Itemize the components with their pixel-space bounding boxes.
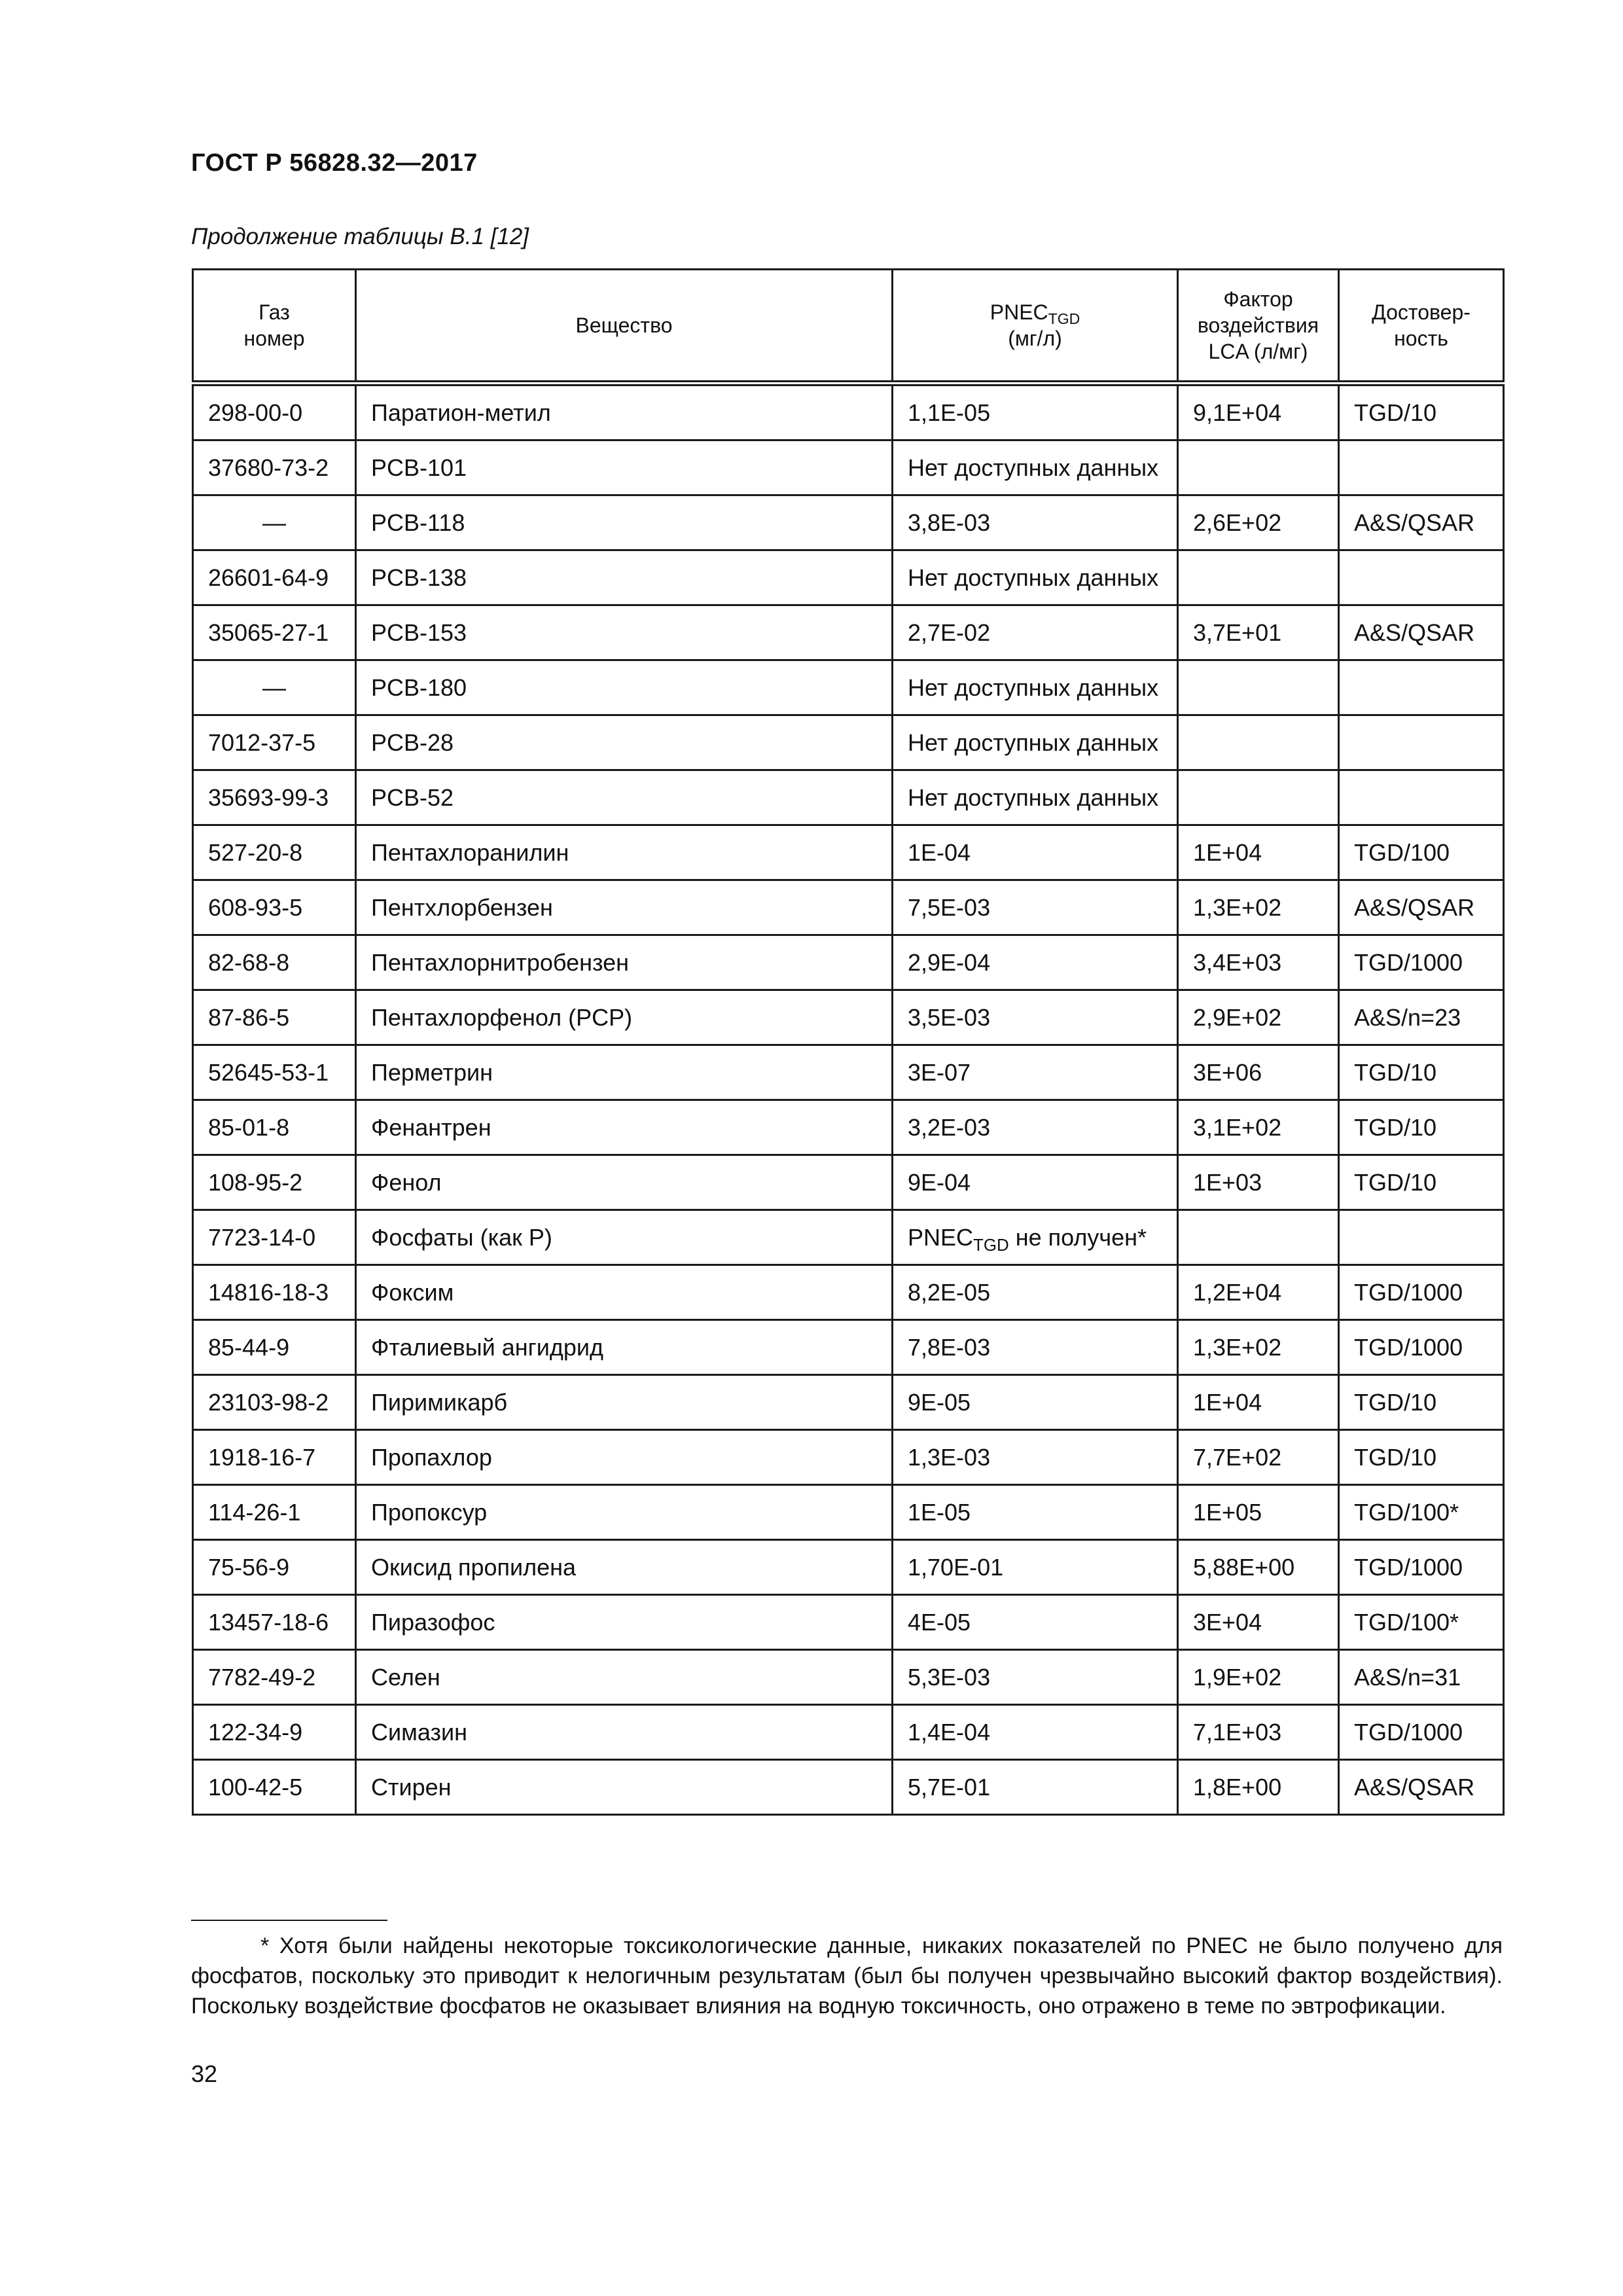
cell-pnec: Нет доступных данных (893, 770, 1178, 825)
cell-reliability (1339, 660, 1504, 715)
cell-pnec: 3E-07 (893, 1045, 1178, 1100)
footnote-divider (191, 1920, 387, 1921)
header-cas-line2: номер (243, 327, 305, 350)
table-row (193, 1430, 1504, 1485)
cell-substance: PCB-101 (356, 440, 893, 495)
cell-impact-factor: 7,1E+03 (1178, 1705, 1339, 1760)
table-row (193, 440, 1504, 495)
cell-impact-factor (1178, 660, 1339, 715)
cell-impact-factor: 1,9E+02 (1178, 1650, 1339, 1705)
cell-pnec: 1,3E-03 (893, 1430, 1178, 1485)
cell-substance: Пентхлорбензен (356, 880, 893, 935)
cell-cas-number: 85-01-8 (193, 1100, 356, 1155)
cell-cas-number: 87-86-5 (193, 990, 356, 1045)
pnec-note: не получен* (1008, 1223, 1147, 1251)
cell-substance: Пиримикарб (356, 1375, 893, 1430)
cell-cas-number: 108-95-2 (193, 1155, 356, 1210)
cell-substance: Паратион-метил (356, 384, 893, 440)
cell-substance: Пропоксур (356, 1485, 893, 1540)
table-row (193, 1100, 1504, 1155)
table-row (193, 1540, 1504, 1595)
cell-pnec: 7,8E-03 (893, 1320, 1178, 1375)
header-cas-number (193, 270, 356, 384)
cell-impact-factor (1178, 550, 1339, 605)
document-code-header: ГОСТ Р 56828.32—2017 (191, 149, 478, 177)
table-row (193, 1595, 1504, 1650)
cell-impact-factor: 7,7E+02 (1178, 1430, 1339, 1485)
substances-table (192, 268, 1505, 1816)
table-row (193, 605, 1504, 660)
cell-cas-number: 23103-98-2 (193, 1375, 356, 1430)
header-impact-factor (1178, 270, 1339, 384)
cell-reliability: TGD/10 (1339, 1375, 1504, 1430)
cell-cas-number: 82-68-8 (193, 935, 356, 990)
cell-cas-number: 122-34-9 (193, 1705, 356, 1760)
cell-pnec: 5,3E-03 (893, 1650, 1178, 1705)
table-row (193, 935, 1504, 990)
header-factor-line1: Фактор (1223, 287, 1293, 311)
cell-reliability: A&S/QSAR (1339, 880, 1504, 935)
cell-reliability: A&S/QSAR (1339, 495, 1504, 550)
cell-pnec: 3,5E-03 (893, 990, 1178, 1045)
cell-cas-number: 7012-37-5 (193, 715, 356, 770)
cell-impact-factor: 3,1E+02 (1178, 1100, 1339, 1155)
cell-impact-factor: 3,4E+03 (1178, 935, 1339, 990)
cell-impact-factor: 1,8E+00 (1178, 1760, 1339, 1815)
cell-impact-factor: 1E+05 (1178, 1485, 1339, 1540)
header-reliability-line1: Достовер- (1372, 300, 1471, 324)
cell-cas-number: 7723-14-0 (193, 1210, 356, 1265)
cell-substance: Пентахлорфенол (PCP) (356, 990, 893, 1045)
header-factor-line2: воздействия (1197, 314, 1319, 337)
table-row (193, 495, 1504, 550)
cell-reliability: TGD/10 (1339, 1430, 1504, 1485)
cell-cas-number: 527-20-8 (193, 825, 356, 880)
pnec-subscript: TGD (973, 1236, 1009, 1255)
footnote: * Хотя были найдены некоторые токсикологические данные, никаких показателей по PNEC не было получено для фосфатов, поскольку это приводит к нелогичным результатам (был бы получен чрезвычайно высокий фактор воздействия). Поскольку воздействие фосфатов не оказывает влияния на водную токсичность, оно отражено в теме по эвтрофикации. (191, 1933, 1503, 2018)
cell-pnec: Нет доступных данных (893, 715, 1178, 770)
cell-cas-number: 26601-64-9 (193, 550, 356, 605)
cell-reliability: A&S/n=23 (1339, 990, 1504, 1045)
cell-pnec: Нет доступных данных (893, 660, 1178, 715)
cell-substance: PCB-118 (356, 495, 893, 550)
cell-reliability (1339, 770, 1504, 825)
cell-substance: PCB-28 (356, 715, 893, 770)
cell-cas-number: — (193, 660, 356, 715)
header-pnec (893, 270, 1178, 384)
cell-impact-factor: 9,1E+04 (1178, 384, 1339, 440)
cell-impact-factor (1178, 1210, 1339, 1265)
table-row (193, 384, 1504, 440)
header-cas-line1: Газ (259, 300, 290, 324)
cell-impact-factor: 1E+03 (1178, 1155, 1339, 1210)
cell-cas-number: 608-93-5 (193, 880, 356, 935)
cell-substance: Стирен (356, 1760, 893, 1815)
cell-impact-factor: 1E+04 (1178, 825, 1339, 880)
cell-cas-number: 35065-27-1 (193, 605, 356, 660)
cell-pnec: 1E-04 (893, 825, 1178, 880)
table-row (193, 1320, 1504, 1375)
cell-cas-number: 52645-53-1 (193, 1045, 356, 1100)
header-pnec-subscript: TGD (1048, 310, 1080, 327)
cell-pnec: 3,2E-03 (893, 1100, 1178, 1155)
table-row (193, 1485, 1504, 1540)
cell-reliability (1339, 715, 1504, 770)
cell-substance: Окисид пропилена (356, 1540, 893, 1595)
cell-reliability: TGD/1000 (1339, 1265, 1504, 1320)
cell-cas-number: 35693-99-3 (193, 770, 356, 825)
cell-pnec: 1,70E-01 (893, 1540, 1178, 1595)
cell-impact-factor: 3E+04 (1178, 1595, 1339, 1650)
cell-substance: Фенантрен (356, 1100, 893, 1155)
cell-pnec: Нет доступных данных (893, 440, 1178, 495)
table-row (193, 550, 1504, 605)
cell-pnec: 3,8E-03 (893, 495, 1178, 550)
table-row (193, 1210, 1504, 1265)
header-reliability-line2: ность (1394, 327, 1448, 350)
cell-pnec: 5,7E-01 (893, 1760, 1178, 1815)
cell-substance: Пентахлорнитробензен (356, 935, 893, 990)
cell-substance: PCB-153 (356, 605, 893, 660)
table-row (193, 715, 1504, 770)
cell-cas-number: 14816-18-3 (193, 1265, 356, 1320)
table-row (193, 660, 1504, 715)
cell-reliability: TGD/10 (1339, 1155, 1504, 1210)
cell-pnec: 7,5E-03 (893, 880, 1178, 935)
table-header-row (193, 270, 1504, 384)
header-reliability (1339, 270, 1504, 384)
cell-substance: Пропахлор (356, 1430, 893, 1485)
cell-cas-number: — (193, 495, 356, 550)
cell-pnec: 1E-05 (893, 1485, 1178, 1540)
cell-reliability: A&S/QSAR (1339, 605, 1504, 660)
cell-substance: Симазин (356, 1705, 893, 1760)
cell-impact-factor: 1,3E+02 (1178, 880, 1339, 935)
page-number: 32 (191, 2060, 218, 2087)
table-caption: Продолжение таблицы В.1 [12] (191, 224, 529, 249)
cell-pnec: 9E-04 (893, 1155, 1178, 1210)
cell-substance: Фталиевый ангидрид (356, 1320, 893, 1375)
cell-substance: Фоксим (356, 1265, 893, 1320)
cell-impact-factor: 3E+06 (1178, 1045, 1339, 1100)
table-row (193, 1155, 1504, 1210)
cell-substance: Фосфаты (как Р) (356, 1210, 893, 1265)
table-row (193, 880, 1504, 935)
cell-cas-number: 37680-73-2 (193, 440, 356, 495)
cell-pnec: 1,4E-04 (893, 1705, 1178, 1760)
table-row (193, 1650, 1504, 1705)
cell-substance: Перметрин (356, 1045, 893, 1100)
cell-pnec: 9E-05 (893, 1375, 1178, 1430)
header-factor-line3: LCA (л/мг) (1208, 340, 1308, 363)
cell-impact-factor (1178, 770, 1339, 825)
cell-pnec: Нет доступных данных (893, 550, 1178, 605)
cell-substance: Фенол (356, 1155, 893, 1210)
cell-substance: Пиразофос (356, 1595, 893, 1650)
cell-cas-number: 298-00-0 (193, 384, 356, 440)
cell-impact-factor: 1E+04 (1178, 1375, 1339, 1430)
cell-reliability: TGD/1000 (1339, 935, 1504, 990)
cell-cas-number: 7782-49-2 (193, 1650, 356, 1705)
cell-pnec: 2,9E-04 (893, 935, 1178, 990)
cell-impact-factor: 3,7E+01 (1178, 605, 1339, 660)
cell-impact-factor: 1,2E+04 (1178, 1265, 1339, 1320)
cell-reliability: TGD/10 (1339, 1045, 1504, 1100)
cell-reliability: TGD/10 (1339, 1100, 1504, 1155)
cell-pnec: 1,1E-05 (893, 384, 1178, 440)
header-pnec-label: PNEC (990, 300, 1048, 324)
cell-pnec: 2,7E-02 (893, 605, 1178, 660)
pnec-label: PNEC (908, 1223, 974, 1251)
cell-reliability: TGD/10 (1339, 384, 1504, 440)
cell-pnec: 4E-05 (893, 1595, 1178, 1650)
cell-substance: Пентахлоранилин (356, 825, 893, 880)
cell-reliability: TGD/1000 (1339, 1540, 1504, 1595)
cell-impact-factor: 5,88E+00 (1178, 1540, 1339, 1595)
cell-impact-factor (1178, 440, 1339, 495)
cell-impact-factor: 2,6E+02 (1178, 495, 1339, 550)
table-row (193, 990, 1504, 1045)
table-row (193, 1265, 1504, 1320)
cell-reliability: A&S/n=31 (1339, 1650, 1504, 1705)
cell-reliability (1339, 550, 1504, 605)
cell-pnec: 8,2E-05 (893, 1265, 1178, 1320)
table-body (193, 384, 1504, 1815)
cell-cas-number: 100-42-5 (193, 1760, 356, 1815)
header-pnec-unit: (мг/л) (1008, 327, 1062, 350)
cell-cas-number: 114-26-1 (193, 1485, 356, 1540)
cell-substance: PCB-138 (356, 550, 893, 605)
cell-pnec (893, 1210, 1178, 1265)
cell-substance: PCB-180 (356, 660, 893, 715)
table-row (193, 1375, 1504, 1430)
cell-cas-number: 1918-16-7 (193, 1430, 356, 1485)
cell-impact-factor (1178, 715, 1339, 770)
cell-cas-number: 13457-18-6 (193, 1595, 356, 1650)
cell-reliability (1339, 440, 1504, 495)
cell-reliability: TGD/1000 (1339, 1705, 1504, 1760)
cell-reliability (1339, 1210, 1504, 1265)
cell-cas-number: 85-44-9 (193, 1320, 356, 1375)
table-row (193, 1760, 1504, 1815)
cell-impact-factor: 1,3E+02 (1178, 1320, 1339, 1375)
cell-substance: PCB-52 (356, 770, 893, 825)
table-row (193, 825, 1504, 880)
cell-cas-number: 75-56-9 (193, 1540, 356, 1595)
cell-impact-factor: 2,9E+02 (1178, 990, 1339, 1045)
cell-reliability: TGD/100* (1339, 1595, 1504, 1650)
header-substance: Вещество (356, 270, 893, 384)
cell-reliability: TGD/100 (1339, 825, 1504, 880)
table-row (193, 1705, 1504, 1760)
cell-reliability: TGD/100* (1339, 1485, 1504, 1540)
table-row (193, 1045, 1504, 1100)
table-row (193, 770, 1504, 825)
cell-reliability: TGD/1000 (1339, 1320, 1504, 1375)
cell-substance: Селен (356, 1650, 893, 1705)
cell-reliability: A&S/QSAR (1339, 1760, 1504, 1815)
